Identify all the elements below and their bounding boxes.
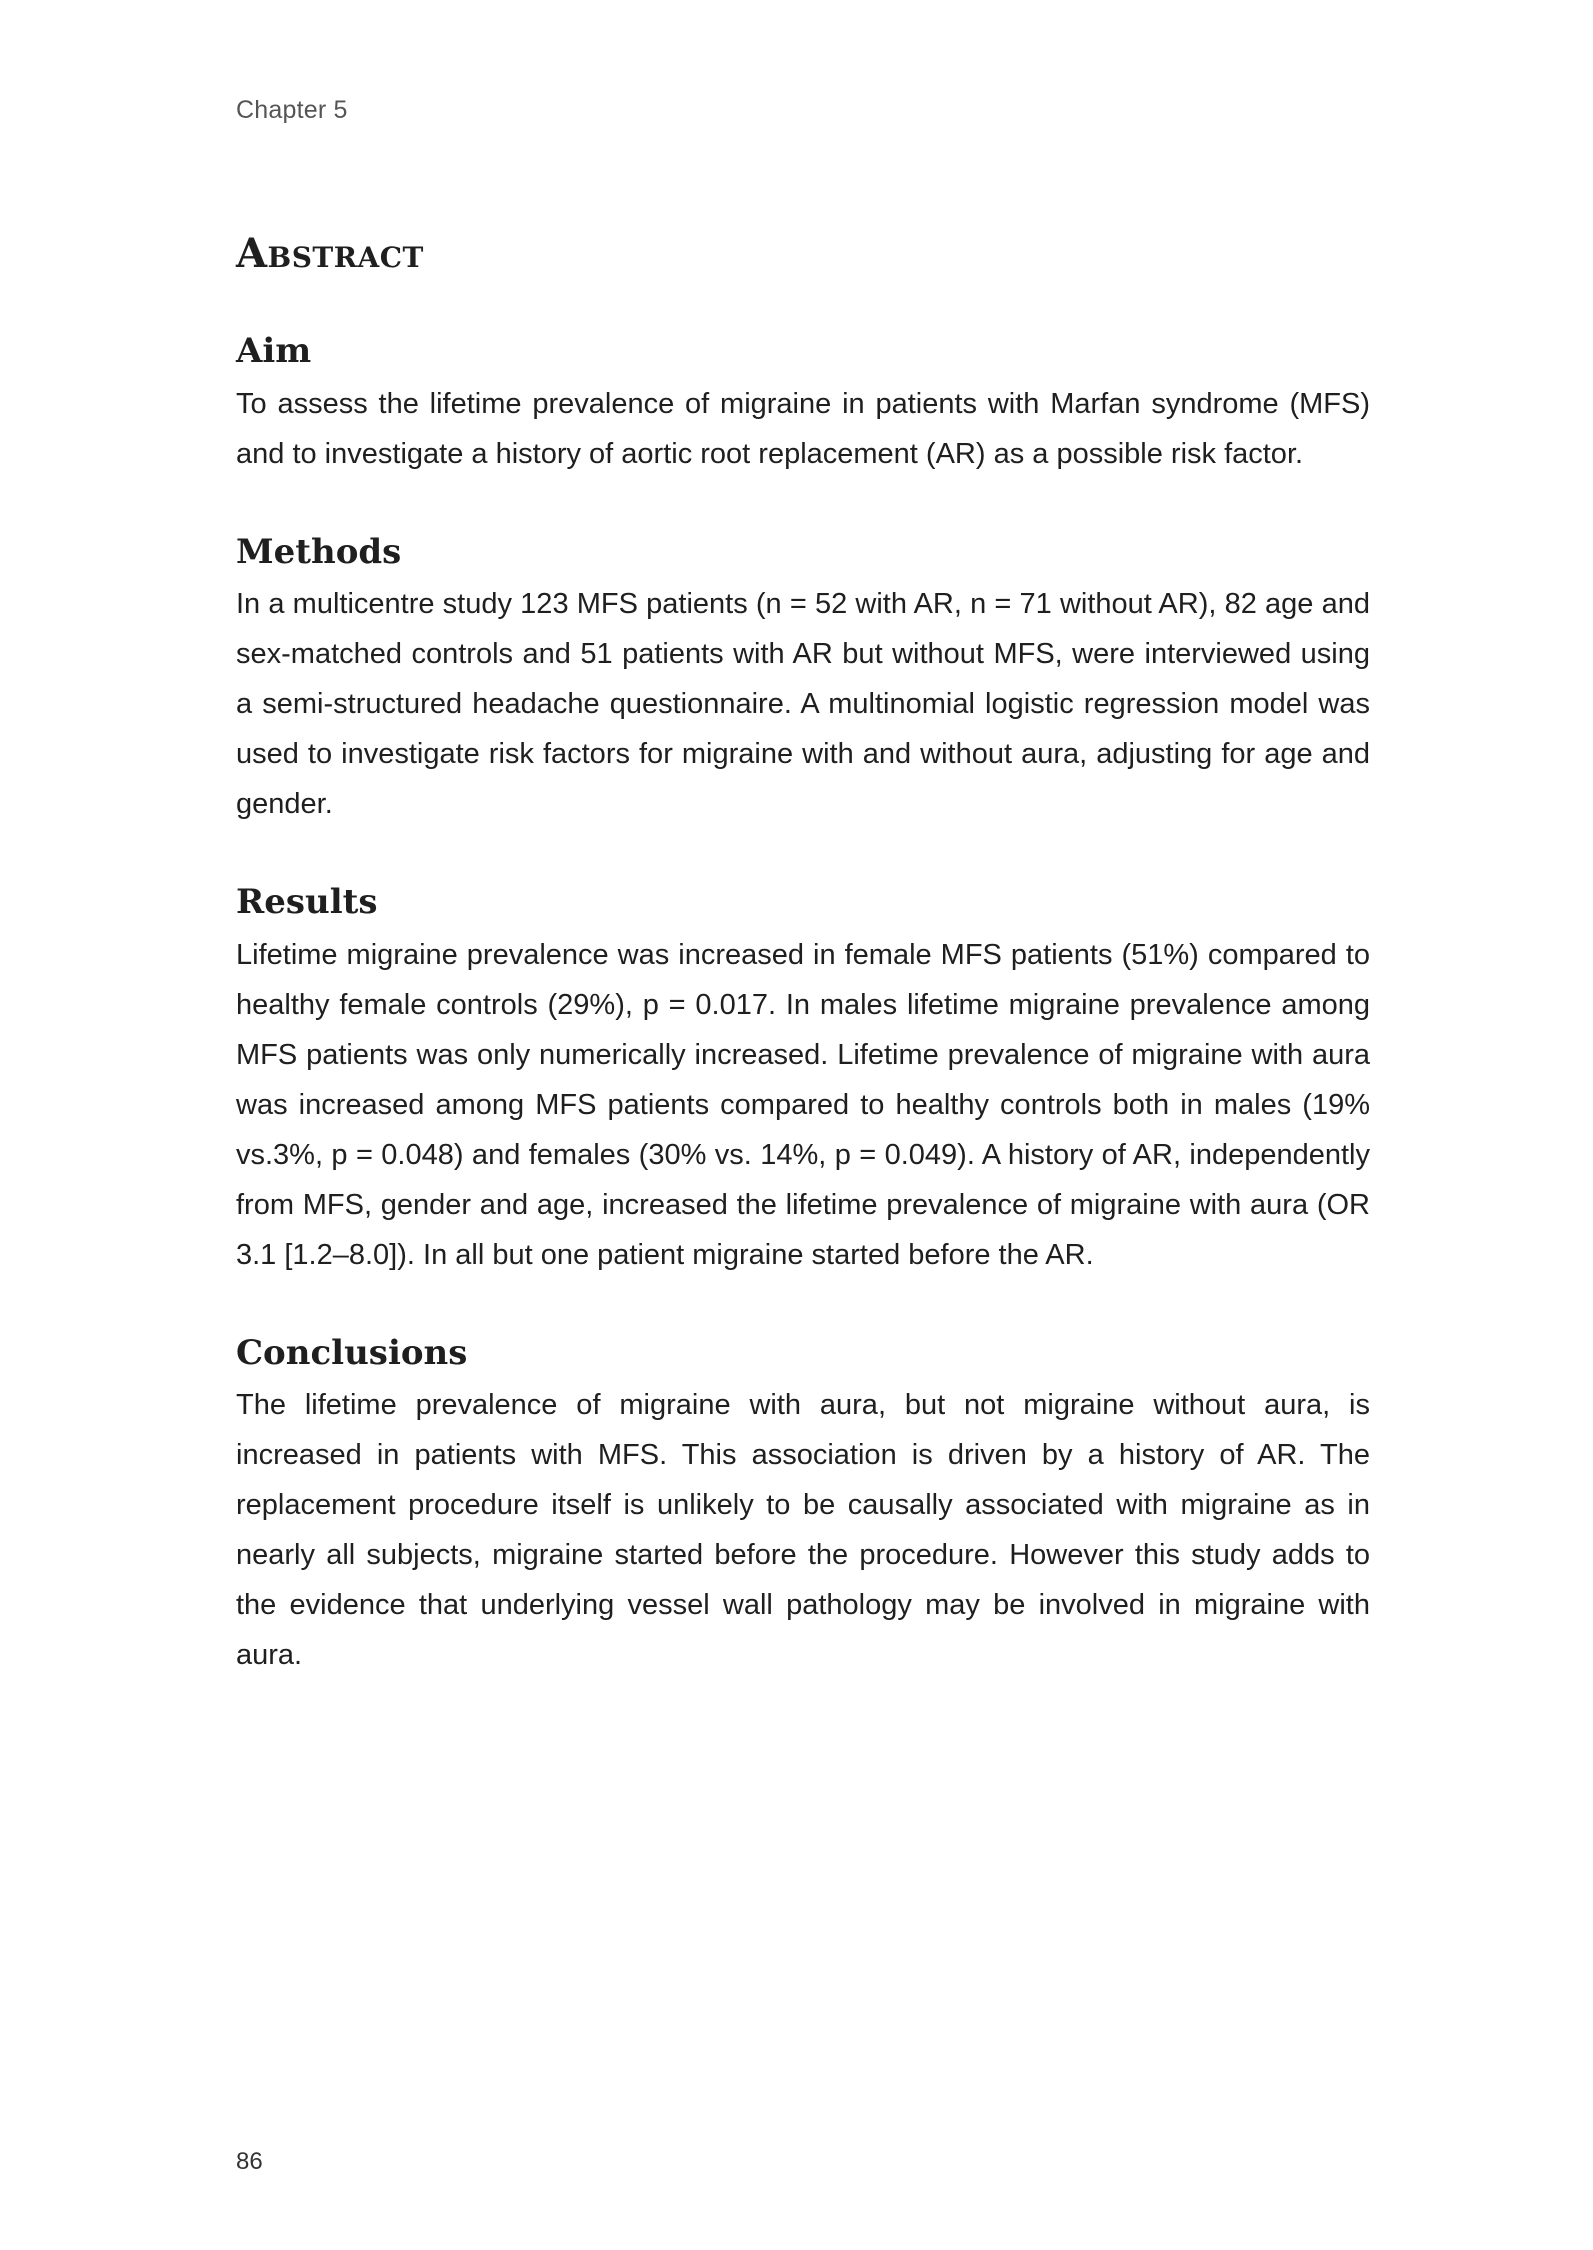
running-head: Chapter 5 bbox=[236, 96, 348, 124]
section-methods bbox=[236, 531, 1370, 830]
section-heading-aim: Aim bbox=[236, 331, 312, 371]
section-heading-conclusions: Conclusions bbox=[236, 1332, 468, 1373]
section-conclusions bbox=[236, 1332, 1370, 1681]
section-heading-methods: Methods bbox=[236, 531, 402, 572]
page-number: 86 bbox=[236, 2148, 263, 2175]
section-aim bbox=[236, 330, 1370, 479]
section-heading-results: Results bbox=[236, 882, 378, 922]
abstract-title: Abstract bbox=[236, 230, 424, 277]
section-body-aim: To assess the lifetime prevalence of migraine in patients with Marfan syndrome (MFS) and to investigate a history of aortic root replacement (AR) as a possible risk factor. bbox=[236, 387, 1370, 470]
section-body-methods: In a multicentre study 123 MFS patients (n = 52 with AR, n = 71 without AR), 82 age and sex-matched controls and 51 patients with AR but without MFS, were interviewed using a semi-structured headache questionnaire. A multinomial logistic regression model was used to investigate risk factors for migraine with and without aura, adjusting for age and gender. bbox=[236, 588, 1370, 820]
section-body-conclusions: The lifetime prevalence of migraine with aura, but not migraine without aura, is increased in patients with MFS. This association is driven by a history of AR. The replacement procedure itself is unlikely to be causally associated with migraine as in nearly all subjects, migraine started before the procedure. However this study adds to the evidence that underlying vessel wall pathology may be involved in migraine with aura. bbox=[236, 1389, 1370, 1671]
section-body-results: Lifetime migraine prevalence was increased in female MFS patients (51%) compared to healthy female controls (29%), p = 0.017. In males lifetime migraine prevalence among MFS patients was only numerically increased. Lifetime prevalence of migraine with aura was increased among MFS patients compared to healthy controls both in males (19% vs.3%, p = 0.048) and females (30% vs. 14%, p = 0.049). A history of AR, independently from MFS, gender and age, increased the lifetime prevalence of migraine with aura (OR 3.1 [1.2–8.0]). In all but one patient migraine started before the AR. bbox=[236, 938, 1370, 1271]
abstract-content bbox=[236, 230, 1370, 1732]
section-results bbox=[236, 881, 1370, 1280]
